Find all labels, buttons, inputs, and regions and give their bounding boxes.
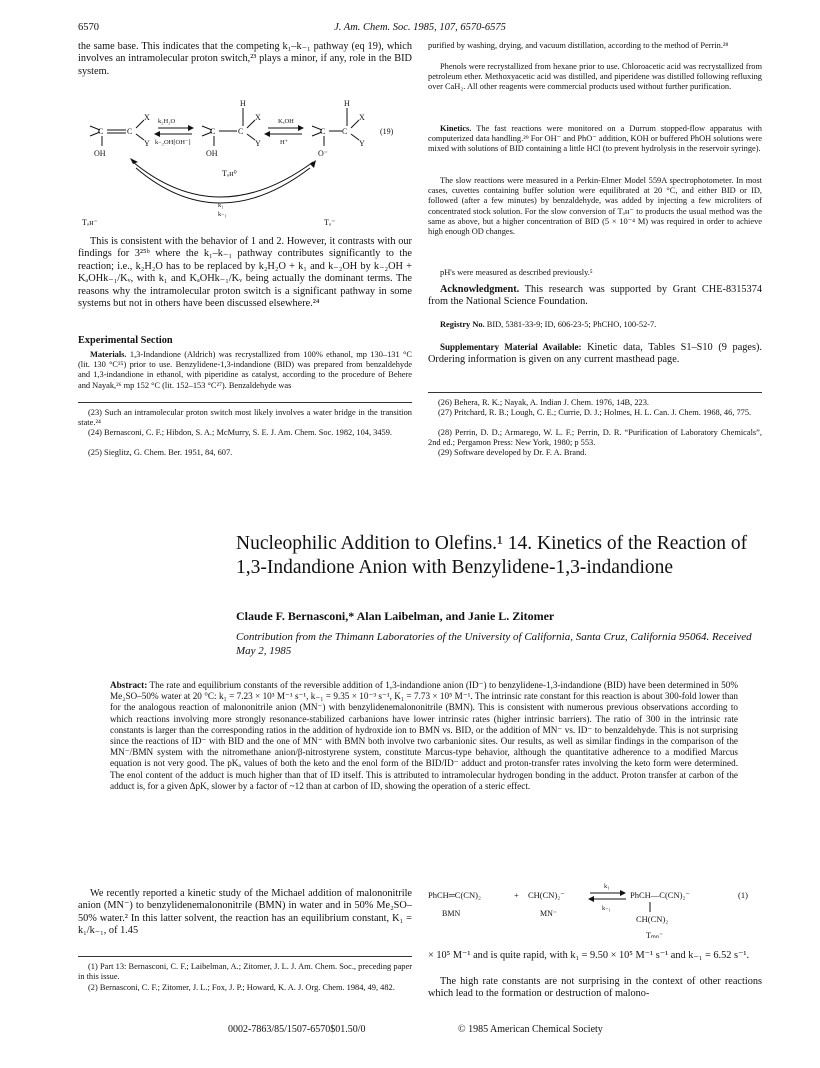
scheme-km1: k₋₁	[218, 211, 227, 218]
kinetics-label: Kinetics.	[440, 124, 472, 133]
supp-text: Kinetic data, Tables S1–S10 (9 pages). Ordering information is given on any current masthead page.	[428, 342, 762, 366]
ack-label: Acknowledgment.	[440, 284, 520, 295]
footnote-2: (2) Bernasconi, C. F.; Zitomer, J. L.; Fox, J. P.; Howard, K. A. J. Org. Chem. 1984, 49, 482.	[88, 983, 395, 992]
scheme-k1: k₁	[218, 202, 224, 209]
right-para-ph: pH's were measured as described previously.⁵	[440, 268, 593, 277]
right-para-slow: The slow reactions were measured in a Perkin-Elmer Model 559A spectrophotometer. In most cases, cuvettes containing buffer solution were equilibrated at 20 °C, and either BID or ID, followed (after a few minutes) by benzaldehyde, was added by injecting a few microliters of concentrated stock solution. For the slow conversion of Tₒʜ⁻ to products the usual method was the same as above, but a higher concentration of BID (5 × 10⁻⁴ M) was required in order to achieve high enough OD changes.	[428, 176, 762, 237]
eq1-plus: +	[514, 890, 519, 900]
scheme-species-2	[202, 99, 261, 158]
scheme-km2oh: k₋₂OH[OH⁻]	[155, 139, 191, 146]
eq1-reactant2: CH(CN)₂⁻	[528, 890, 565, 900]
abstract-label: Abstract:	[110, 680, 148, 690]
abstract-text: The rate and equilibrium constants of the reversible addition of 1,3-indandione anion (ID⁻) to benzylidene-1,3-indandione (BID) have been determined in 50% Me₂SO–50% water at 20 °C: k₁ = 7.23 × 10³ M⁻¹ s⁻¹, k₋₁ = 9.35 × 10⁻³ s⁻¹, K₁ = 7.73 × 10⁵ M⁻¹. The intrinsic rate constant for this reaction is about 300-fold lower than for the analogous reaction of malononitrile anion (MN⁻) with benzylidenemalononitrile (BMN). This is consistent with numerous previous observations according to which reactions involving more strongly resonance-stabilized carbanions have lower intrinsic rates (higher intrinsic barriers). The ratio of 300 in the intrinsic rate constants is larger than the corresponding ratios in the addition of hydroxide ion to BMN vs. BID, or the addition of MN⁻ vs. ID⁻ to benzaldehyde. This is not surprising since the reactions of ID⁻ with BID and the one of MN⁻ with BMN both involve two carbanionic sites. Our results, as well as similar findings in the comparison of the MN⁻/BMN system with the nitromethane anion/β-nitrostyrene system, constitute Marcus-type behavior, although the quantitative adherence to a modified Marcus equation is not very good. The pKₐ values of both the keto and the enol form of the BID/ID⁻ adduct and proton-transfer rates involving the keto form were determined. The enol content of the adduct is much higher than that of ID itself. This is attributed to intramolecular hydrogen bonding in the adduct. Proton transfer at carbon of the adduct is, for a given ΔpK, slower by a factor of ~12 than at carbon of ID, showing the operation of a steric effect.	[110, 680, 738, 791]
footnote-25: (25) Sieglitz, G. Chem. Ber. 1951, 84, 607.	[88, 448, 233, 457]
footnote-24: (24) Bernasconi, C. F.; Hibdon, S. A.; McMurry, S. E. J. Am. Chem. Soc. 1982, 104, 3459.	[88, 428, 393, 437]
registry-para	[428, 320, 762, 330]
svg-text:X: X	[255, 113, 261, 122]
svg-text:X: X	[359, 113, 365, 122]
abstract	[110, 680, 738, 792]
scheme-kaoh: KₐOH	[278, 118, 294, 125]
svg-text:H: H	[344, 99, 350, 108]
eq1-mn: MN⁻	[540, 909, 558, 918]
left-para-consistent: This is consistent with the behavior of 1 and 2. However, it contrasts with our findings for 3²⁵ᵇ where the k₁–k₋₁ pathway contributes significantly to the reaction; i.e., k₂H₂O has to be replaced by k₂H₂O + k₁ and k₋₂OH by k₋₂OH + KₐOHk₋₁/Kᵥ, with k₁ and KₐOHk₋₁/Kᵥ being actually the dominant terms. The reasons why the intramolecular proton switch is a significant pathway in some systems but not in others have been discussed elsewhere.²⁴	[78, 236, 412, 310]
reaction-scheme-19	[78, 92, 412, 232]
scheme-c1: C	[98, 127, 104, 136]
scheme-oh1: OH	[94, 149, 106, 158]
intro-para-right-2: The high rate constants are not surprising in the context of other reactions which lead to the formation or destruction of malono-	[428, 976, 762, 1000]
footer-code: 0002-7863/85/1507-6570$01.50/0	[228, 1024, 366, 1035]
registry-text: BID, 5381-33-9; ID, 606-23-5; PhCHO, 100-52-7.	[486, 320, 657, 329]
footnote-1: (1) Part 13: Bernasconi, C. F.; Laibelman, A.; Zitomer, J. L. J. Am. Chem. Soc., preceding paper in this issue.	[78, 962, 412, 982]
ack-text: This research was supported by Grant CHE-8315374 from the National Science Foundation.	[428, 284, 762, 308]
scheme-y1: Y	[144, 139, 150, 148]
scheme-toh-mid: Tₒʜ⁰	[222, 169, 237, 178]
right-para-phenols: Phenols were recrystallized from hexane prior to use. Chloroacetic acid was recrystallized from petroleum ether. Methoxyacetic acid was distilled, and piperidene was distilled following refluxing over CaH₂. All other reagents were commercial products used without further purification.	[428, 62, 762, 92]
footnote-26: (26) Behera, R. K.; Nayak, A. Indian J. Chem. 1976, 14B, 223.	[438, 398, 649, 407]
scheme-toh-minus: Tₒʜ⁻	[82, 218, 98, 227]
intro-footnote-rule	[78, 956, 412, 957]
scheme-eq-label: (19)	[380, 127, 394, 136]
svg-text:C: C	[210, 127, 216, 136]
materials-text: 1,3-Indandione (Aldrich) was recrystallized from 100% ethanol, mp 130–131 °C (lit. 130 °C²⁵) prior to use. Benzylidene-1,3-indandione (BID) was prepared from benzaldehyde and 1,3-indandione in ethanol, with piperidine as catalyst, according to the procedure of Behere and Nayak,²⁶ mp 152 °C (lit. 152–153 °C²⁷). Benzaldehyde was	[78, 350, 412, 390]
materials-label: Materials.	[90, 350, 127, 359]
intro-para-right: × 10⁵ M⁻¹ and is quite rapid, with k₁ = 9.50 × 10⁵ M⁻¹ s⁻¹ and k₋₁ = 6.52 s⁻¹.	[428, 950, 750, 961]
eq1-tmn: Tₘₙ⁻	[646, 931, 664, 940]
scheme-h2: H	[240, 99, 246, 108]
footnote-29: (29) Software developed by Dr. F. A. Brand.	[438, 448, 587, 457]
right-footnote-rule	[428, 392, 762, 393]
footnote-23: (23) Such an intramolecular proton switch most likely involves a water bridge in the transition state.²⁴	[78, 408, 412, 428]
article-title: Nucleophilic Addition to Olefins.¹ 14. Kinetics of the Reaction of 1,3-Indandione Anion with Benzylidene-1,3-indandione	[236, 533, 748, 578]
eq1-k1: k₁	[604, 883, 610, 890]
svg-text:C: C	[342, 127, 348, 136]
scheme-species-1	[90, 113, 150, 158]
svg-text:C: C	[127, 127, 133, 136]
footnote-27: (27) Pritchard, R. B.; Lough, C. E.; Currie, D. J.; Holmes, H. L. Can. J. Chem. 1968, 46, 775.	[438, 408, 752, 417]
experimental-heading: Experimental Section	[78, 335, 173, 346]
journal-header: J. Am. Chem. Soc. 1985, 107, 6570-6575	[334, 22, 506, 33]
eq1-product-sub: CH(CN)₂	[636, 914, 669, 924]
scheme-k2h2o: k₂H₂O	[158, 118, 176, 125]
svg-text:Y: Y	[359, 139, 365, 148]
intro-para: We recently reported a kinetic study of the Michael addition of malononitrile anion (MN⁻) to benzylidenemalononitrile (BMN) in water and in 50% Me₂SO–50% water.² In this latter solvent, the reaction has an equilibrium constant, K₁ = k₁/k₋₁, of 1.45	[78, 888, 412, 937]
scheme-hplus: H⁺	[280, 139, 289, 146]
left-footnote-rule	[78, 402, 412, 403]
registry-label: Registry No.	[440, 320, 485, 329]
svg-text:C: C	[320, 127, 326, 136]
supp-para	[428, 341, 762, 367]
materials-para	[78, 350, 412, 391]
scheme-species-3	[312, 99, 365, 158]
scheme-x1: X	[144, 113, 150, 122]
left-para-intro: the same base. This indicates that the competing k₁–k₋₁ pathway (eq 19), which involves an intramolecular proton switch,²³ plays a minor, if any, role in the BID system.	[78, 41, 412, 77]
scheme-ominus: O⁻	[318, 149, 328, 158]
scheme-to-minus: Tₒ⁻	[324, 218, 336, 227]
eq1-product: PhCH—C(CN)₂⁻	[630, 890, 690, 900]
eq1-km1: k₋₁	[602, 905, 611, 912]
svg-text:OH: OH	[206, 149, 218, 158]
svg-text:C: C	[238, 127, 244, 136]
footnote-28: (28) Perrin, D. D.; Armarego, W. L. F.; Perrin, D. R. “Purification of Laboratory Chemicals”, 2nd ed.; Pergamon Press: New York, 1980; p 553.	[428, 428, 762, 448]
article-authors: Claude F. Bernasconi,* Alan Laibelman, and Janie L. Zitomer	[236, 609, 555, 623]
kinetics-para	[428, 124, 762, 155]
ack-para	[428, 284, 762, 309]
eq1-reactant1: PhCH═C(CN)₂	[428, 890, 481, 900]
svg-text:Y: Y	[255, 139, 261, 148]
equation-1	[428, 882, 762, 950]
eq1-bmn: BMN	[442, 909, 461, 918]
eq1-label: (1)	[738, 890, 748, 900]
page-number: 6570	[78, 22, 99, 33]
footer-copyright: © 1985 American Chemical Society	[458, 1024, 603, 1035]
article-affiliation: Contribution from the Thimann Laboratories of the University of California, Santa Cruz, California 95064. Received May 2, 1985	[236, 631, 752, 657]
right-para-purified: purified by washing, drying, and vacuum distillation, according to the method of Perrin.²⁸	[428, 41, 729, 50]
kinetics-text: The fast reactions were monitored on a Durrum stopped-flow apparatus with computerized data handling.²⁹ For OH⁻ and PhO⁻ addition, KOH or buffered PhOH solutions were mixed with solutions of BID containing a little HCl (to prevent hydrolysis in the reservoir syringe).	[428, 124, 762, 154]
supp-label: Supplementary Material Available:	[440, 342, 582, 352]
